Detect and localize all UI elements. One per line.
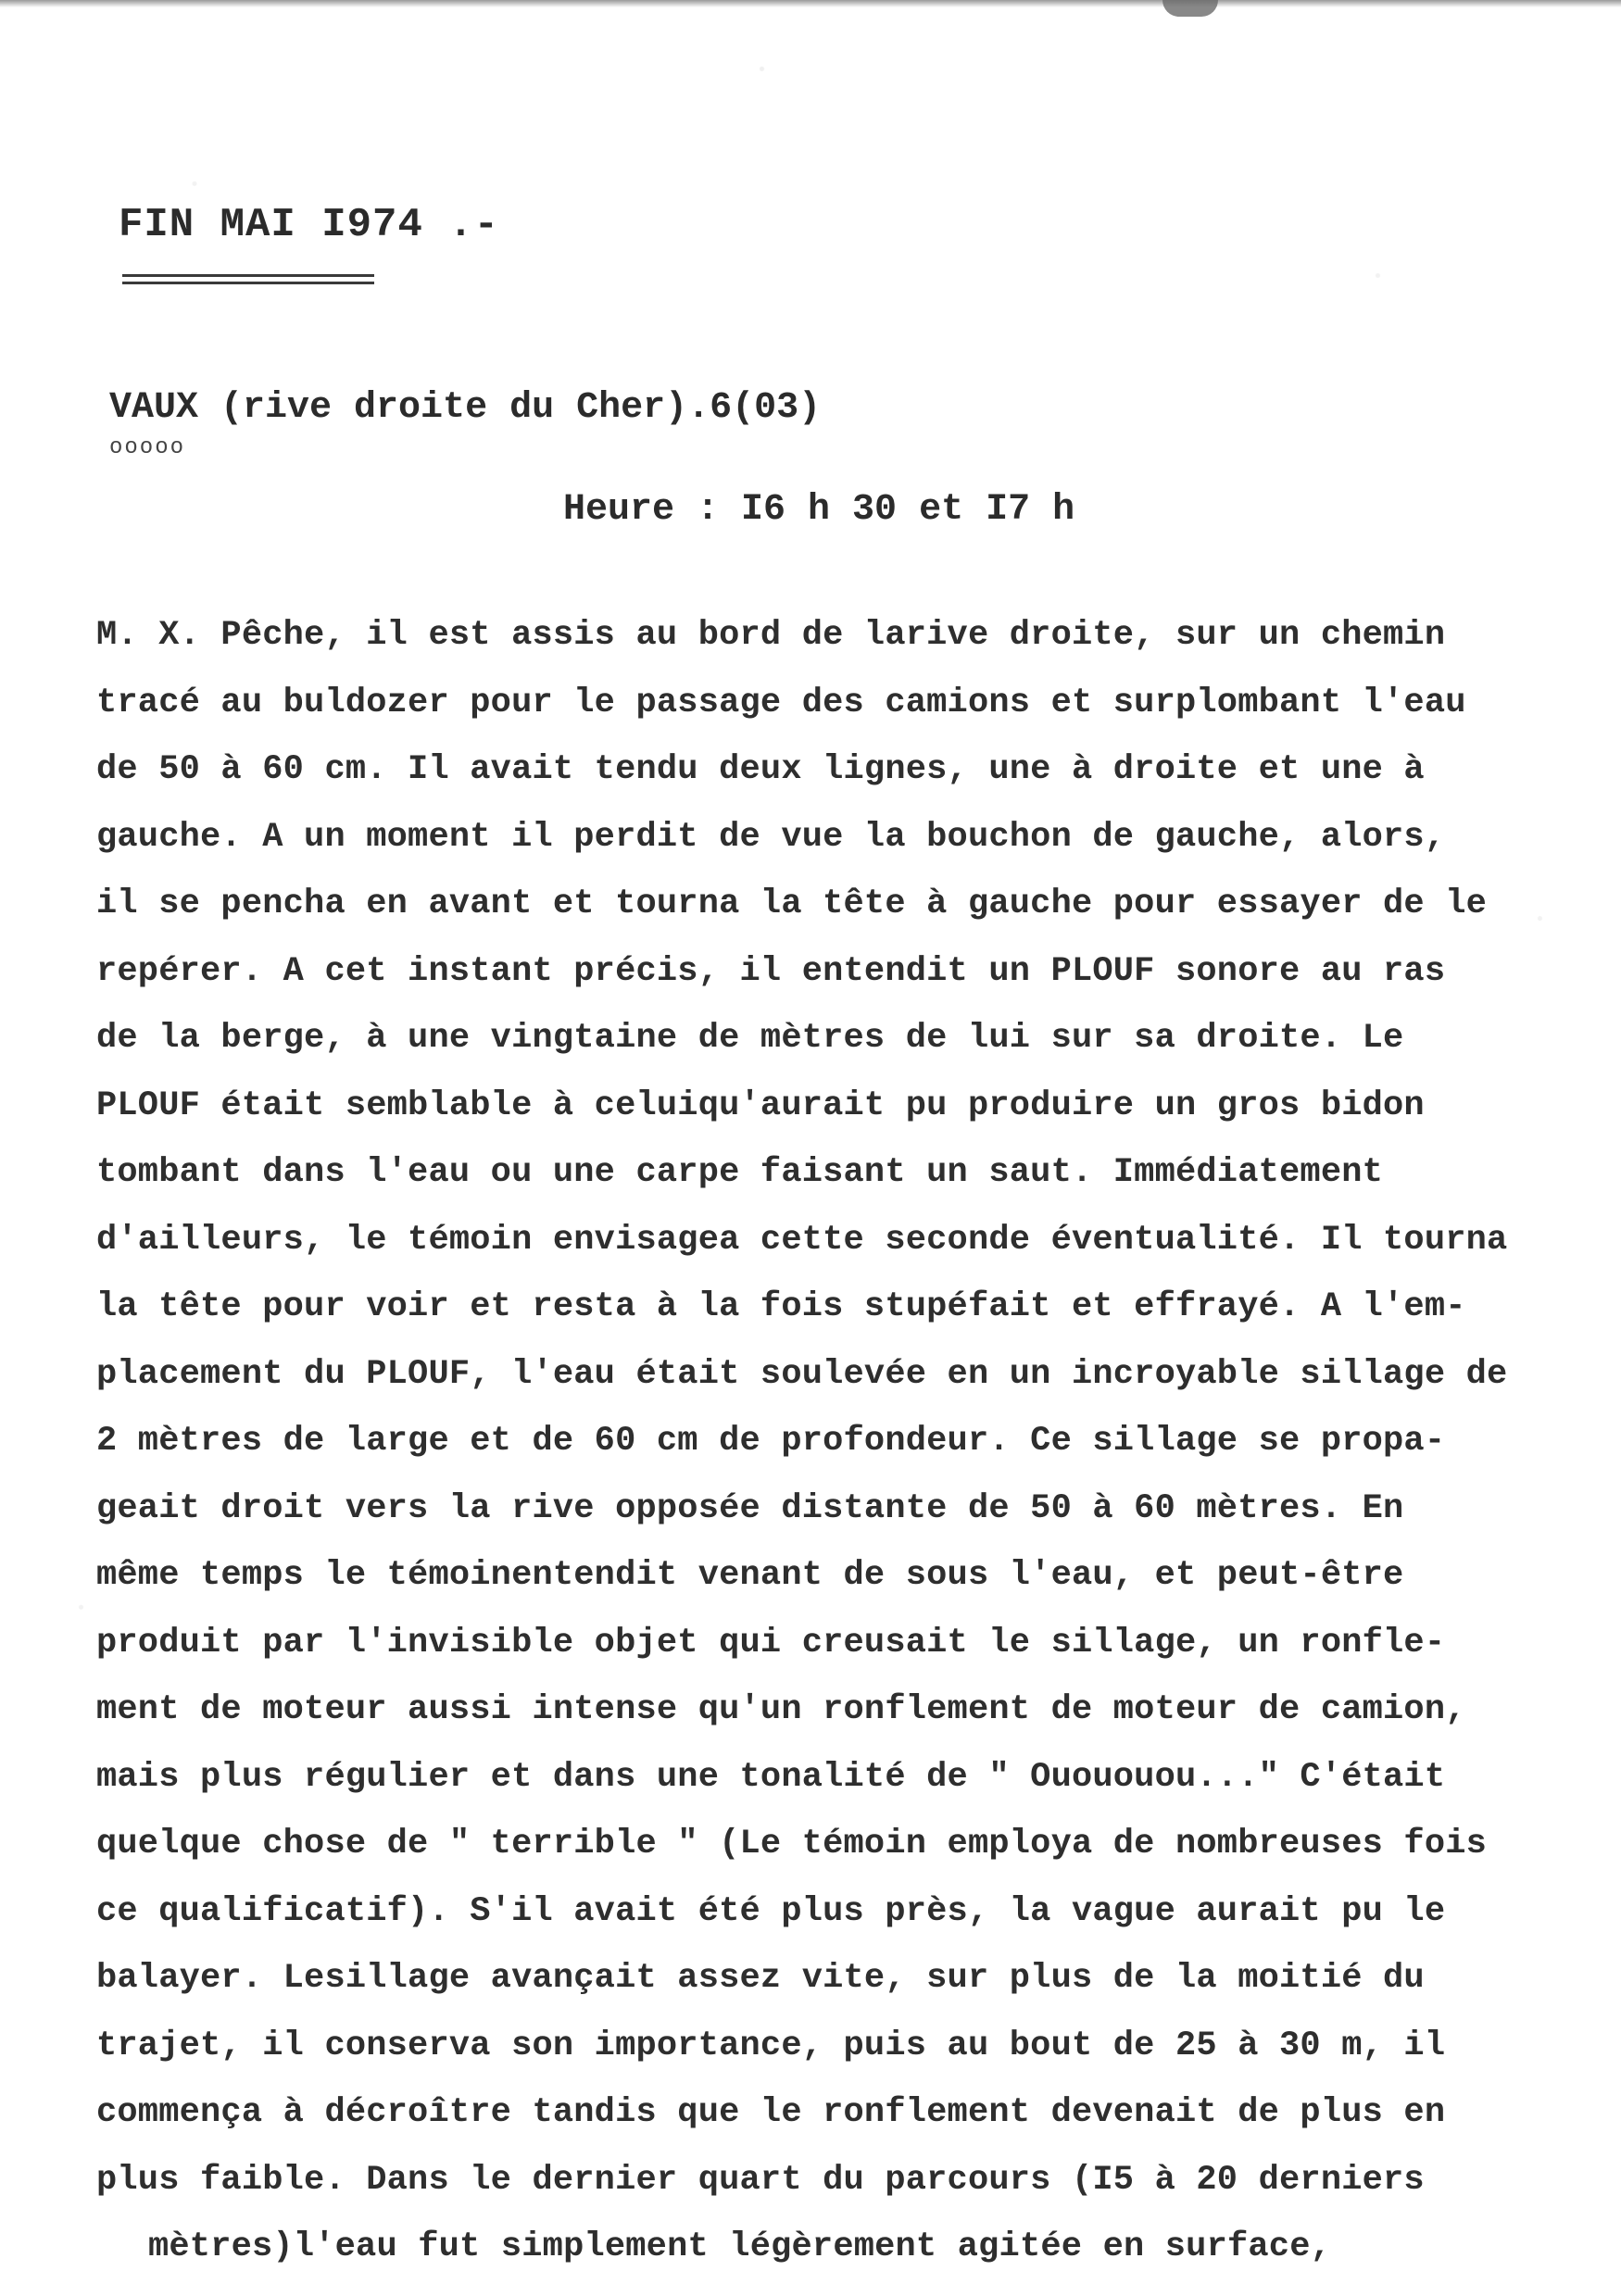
body-line: commença à décroître tandis que le ronflement devenait de plus en	[96, 2093, 1446, 2132]
location-underline-mark: ooooo	[109, 435, 186, 460]
heading-underline-second	[122, 282, 374, 284]
body-line: quelque chose de " terrible " (Le témoin employa de nombreuses fois	[96, 1825, 1488, 1863]
body-line: tombant dans l'eau ou une carpe faisant un saut. Immédiatement	[96, 1153, 1384, 1192]
body-line: il se pencha en avant et tourna la tête à gauche pour essayer de le	[96, 885, 1488, 923]
body-line: de 50 à 60 cm. Il avait tendu deux lignes, une à droite et une à	[96, 750, 1425, 789]
body-line: tracé au buldozer pour le passage des camions et surplombant l'eau	[96, 683, 1466, 722]
scan-top-edge	[0, 0, 1621, 7]
body-line: même temps le témoinentendit venant de sous l'eau, et peut-être	[96, 1556, 1404, 1595]
body-line: 2 mètres de large et de 60 cm de profondeur. Ce sillage se propa-	[96, 1422, 1446, 1461]
body-line: PLOUF était semblable à celuiqu'aurait pu produire un gros bidon	[96, 1085, 1425, 1125]
body-line: mais plus régulier et dans une tonalité de " Ouououou..." C'était	[96, 1757, 1446, 1797]
document-date-heading: FIN MAI I974 .-	[119, 202, 500, 248]
body-line: ce qualificatif). S'il avait été plus près, la vague aurait pu le	[96, 1891, 1446, 1931]
report-body	[96, 602, 1597, 2281]
body-line: produit par l'invisible objet qui creusait le sillage, un ronfle-	[96, 1623, 1446, 1662]
body-line: d'ailleurs, le témoin envisagea cette seconde éventualité. Il tourna	[96, 1220, 1508, 1260]
body-line: balayer. Lesillage avançait assez vite, sur plus de la moitié du	[96, 1959, 1425, 1998]
body-line: M. X. Pêche, il est assis au bord de larive droite, sur un chemin	[96, 616, 1446, 655]
body-line: mètres)l'eau fut simplement légèrement agitée en surface,	[148, 2227, 1332, 2266]
body-line: la tête pour voir et resta à la fois stupéfait et effrayé. A l'em-	[96, 1287, 1466, 1326]
body-line: gauche. A un moment il perdit de vue la bouchon de gauche, alors,	[96, 817, 1446, 857]
body-line: repérer. A cet instant précis, il entendit un PLOUF sonore au ras	[96, 951, 1446, 991]
body-line: trajet, il conserva son importance, puis au bout de 25 à 30 m, il	[96, 2026, 1446, 2065]
time-heading: Heure : I6 h 30 et I7 h	[563, 489, 1075, 531]
body-line: de la berge, à une vingtaine de mètres de lui sur sa droite. Le	[96, 1019, 1404, 1058]
location-heading: VAUX (rive droite du Cher).6(03)	[109, 387, 822, 429]
body-line: geait droit vers la rive opposée distante de 50 à 60 mètres. En	[96, 1488, 1404, 1528]
body-line: placement du PLOUF, l'eau était soulevée en un incroyable sillage de	[96, 1354, 1508, 1394]
body-line: plus faible. Dans le dernier quart du parcours (I5 à 20 derniers	[96, 2160, 1425, 2200]
body-line: ment de moteur aussi intense qu'un ronflement de moteur de camion,	[96, 1690, 1466, 1729]
heading-underline	[122, 274, 374, 277]
binder-clip-mark	[1162, 0, 1218, 17]
